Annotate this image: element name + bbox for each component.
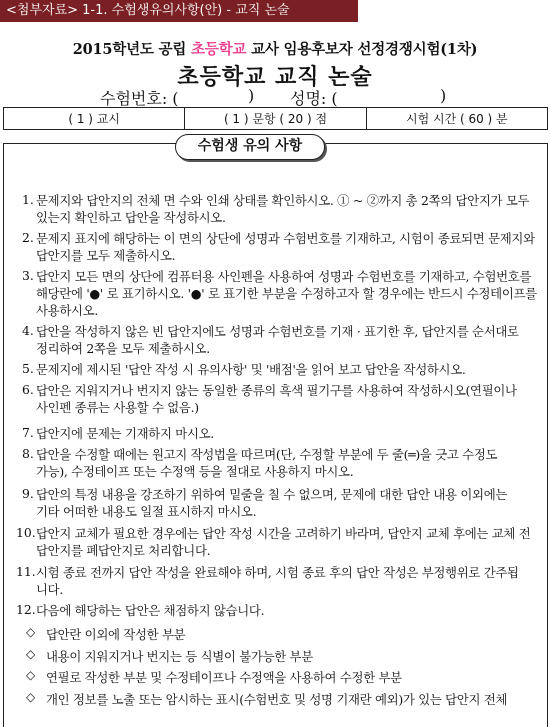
rule-line: 정리하여 2쪽을 모두 제출하시오. xyxy=(36,341,210,356)
session-cell: ( 1 ) 교시 xyxy=(4,108,185,129)
rule-number: 5. xyxy=(22,361,34,376)
rule-line: 해당란에 '●' 로 표기하시오. '●' 로 표기한 부분을 수정하고자 할 경우에는 반드시 수정테이프를 xyxy=(36,286,537,301)
rule-line: 답안은 지워지거나 번지지 않는 동일한 종류의 흑색 필기구를 사용하여 작성하시오(연필이나 xyxy=(36,383,517,398)
rule-line: 답안지를 폐답안지로 처리합니다. xyxy=(36,543,211,558)
attachment-banner: <첨부자료> 1-1. 수험생유의사항(안) - 교직 논술 xyxy=(0,0,358,22)
rule-text xyxy=(36,323,532,357)
excluded-answer-item xyxy=(0,647,550,665)
rule-text xyxy=(36,382,532,416)
rule-text xyxy=(36,425,532,442)
excluded-answer-item xyxy=(0,625,550,643)
rule-line: 기타 어떠한 내용도 일절 표시하지 마시오. xyxy=(36,504,257,519)
questions-cell: ( 1 ) 문항 ( 20 ) 점 xyxy=(185,108,366,129)
exam-title-prefix: 2015학년도 공립 xyxy=(72,41,191,58)
exam-title xyxy=(0,38,550,59)
rule-number: 8. xyxy=(22,446,34,461)
rule-number: 10. xyxy=(16,525,36,540)
excluded-answer-item xyxy=(0,668,550,686)
diamond-bullet-icon: ◇ xyxy=(26,647,36,661)
rule-line: 다음에 해당하는 답안은 채점하지 않습니다. xyxy=(36,603,265,618)
exam-title-highlight: 초등학교 xyxy=(191,41,247,58)
rule-line: 답안을 수정할 때에는 원고지 작성법을 따르며(단, 수정할 부분에 두 줄(═)을 긋고 수정도 xyxy=(36,447,498,462)
name-label: 성명: ( xyxy=(290,89,338,108)
diamond-bullet-icon: ◇ xyxy=(26,625,36,639)
rule-line: 답안을 작성하지 않은 빈 답안지에도 성명과 수험번호를 기재 · 표기한 후, 답안지를 순서대로 xyxy=(36,324,519,339)
exam-number-label: 수험번호: ( xyxy=(100,89,179,108)
rule-text xyxy=(36,564,532,598)
rule-text xyxy=(36,525,532,559)
rule-line: 시험 종료 전까지 답안 작성을 완료해야 하며, 시험 종료 후의 답안 작성은 부정행위로 간주됩 xyxy=(36,565,519,580)
rule-number: 2. xyxy=(22,230,34,245)
excluded-answer-text: 개인 정보를 노출 또는 암시하는 표시(수험번호 및 성명 기재란 예외)가 있는 답안지 전체 xyxy=(46,692,508,707)
rule-line: 문제지 표지에 해당하는 이 면의 상단에 성명과 수험번호를 기재하고, 시험이 종료되면 문제지와 xyxy=(36,231,535,246)
excluded-answer-text: 내용이 지워지거나 번지는 등 식별이 불가능한 부분 xyxy=(46,649,313,664)
rule-number: 12. xyxy=(16,602,36,617)
rule-line: 니다. xyxy=(36,582,63,597)
rule-line: 사용하시오. xyxy=(36,303,98,318)
candidate-id-row xyxy=(100,86,500,108)
page-title: 초등학교 교직 논술 xyxy=(177,65,373,90)
rule-line: 문제지에 제시된 '답안 작성 시 유의사항' 및 '배점'을 읽어 보고 답안을 작성하시오. xyxy=(36,362,466,377)
rule-text xyxy=(36,230,535,264)
rule-number: 6. xyxy=(22,382,34,397)
notice-title: 수험생 유의 사항 xyxy=(175,134,325,160)
rule-line: 답안지를 모두 제출하시오. xyxy=(36,248,176,263)
rule-text xyxy=(36,192,532,226)
rule-text xyxy=(36,486,532,520)
rule-line: 가능), 수정테이프 또는 수정액 등을 절대로 사용하지 마시오. xyxy=(36,464,354,479)
rule-line: 사인펜 종류는 사용할 수 없음.) xyxy=(36,400,199,415)
excluded-answer-item xyxy=(0,690,550,708)
diamond-bullet-icon: ◇ xyxy=(26,668,36,682)
rule-text xyxy=(36,602,532,619)
rule-line: 답안지 모든 면의 상단에 컴퓨터용 사인펜을 사용하여 성명과 수험번호를 기재하고, 수험번호를 xyxy=(36,269,532,284)
excluded-answer-text: 답안란 이외에 작성한 부분 xyxy=(46,627,186,642)
rule-text xyxy=(36,361,532,378)
exam-title-suffix: 교사 임용후보자 선정경쟁시험(1차) xyxy=(246,41,478,58)
excluded-answer-text: 연필로 작성한 부분 및 수정테이프나 수정액을 사용하여 수정한 부분 xyxy=(46,670,402,685)
rule-line: 있는지 확인하고 답안을 작성하시오. xyxy=(36,210,226,225)
rule-number: 7. xyxy=(22,425,34,440)
rule-text xyxy=(36,446,532,480)
diamond-bullet-icon: ◇ xyxy=(26,690,36,704)
exam-info-table xyxy=(3,107,548,130)
rule-number: 9. xyxy=(22,486,34,501)
rule-line: 답안지에 문제는 기재하지 마시오. xyxy=(36,426,214,441)
rule-number: 3. xyxy=(22,268,34,283)
rule-line: 답안지 교체가 필요한 경우에는 답안 작성 시간을 고려하기 바라며, 답안지 교체 후에는 교체 전 xyxy=(36,526,531,541)
time-cell: 시험 시간 ( 60 ) 분 xyxy=(405,112,508,126)
rule-number: 1. xyxy=(22,192,34,207)
rule-number: 11. xyxy=(16,564,36,579)
name-field[interactable]: ) xyxy=(440,86,447,105)
rule-number: 4. xyxy=(22,323,34,338)
exam-number-field[interactable]: ) xyxy=(248,86,255,105)
rule-line: 문제지와 답안지의 전체 면 수와 인쇄 상태를 확인하시오. ① ~ ②까지 총 2쪽의 답안지가 모두 xyxy=(36,193,530,208)
rule-line: 답안의 특정 내용을 강조하기 위하여 밑줄을 칠 수 없으며, 문제에 대한 답안 내용 이외에는 xyxy=(36,487,508,502)
rule-text xyxy=(36,268,537,319)
